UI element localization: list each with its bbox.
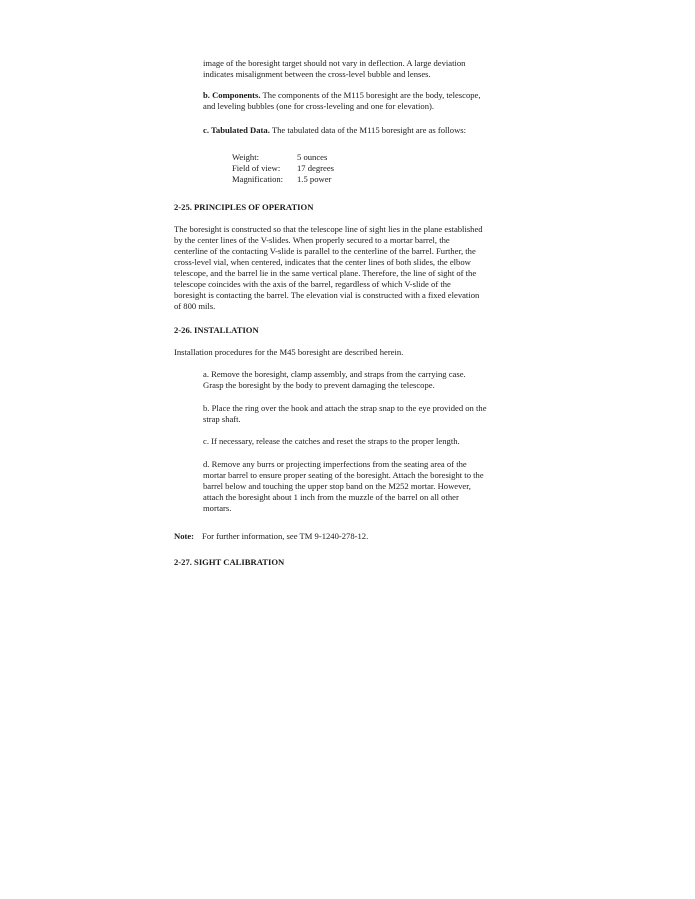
installation-intro: Installation procedures for the M45 boresight are described herein. bbox=[174, 347, 404, 357]
spec-label: Field of view: bbox=[232, 163, 281, 173]
installation-step-d: d. Remove any burrs or projecting imperfections from the seating area of the mortar barrel to ensure proper seating of the boresight. Attach the boresight to the barrel below and touching the upper stop band on the M252 mortar. However, attach the boresight about 1 inch from the muzzle of the barrel on all other mortars. bbox=[203, 459, 484, 513]
spec-value: 17 degrees bbox=[297, 163, 334, 173]
tabulated-data-lead: c. Tabulated Data. bbox=[203, 125, 270, 135]
installation-step-b: b. Place the ring over the hook and attach the strap snap to the eye provided on the strap shaft. bbox=[203, 403, 487, 424]
note-label: Note: bbox=[174, 531, 195, 541]
components-lead: b. Components. bbox=[203, 90, 261, 100]
note-paragraph bbox=[174, 531, 368, 542]
spec-label: Weight: bbox=[232, 152, 259, 162]
intro-paragraph: image of the boresight target should not vary in deflection. A large deviation indicates misalignment between the cross-level bubble and lenses. bbox=[203, 58, 466, 79]
components-paragraph bbox=[203, 90, 481, 112]
spec-value: 5 ounces bbox=[297, 152, 328, 162]
installation-step-a: a. Remove the boresight, clamp assembly, and straps from the carrying case. Grasp the boresight by the body to prevent damaging the telescope. bbox=[203, 369, 466, 390]
heading-2-25: 2-25. PRINCIPLES OF OPERATION bbox=[174, 202, 314, 212]
heading-2-27: 2-27. SIGHT CALIBRATION bbox=[174, 557, 285, 567]
components-text: The components of the M115 boresight are the body, telescope, and leveling bubbles (one for cross-leveling and one for elevation). bbox=[203, 90, 481, 111]
principles-paragraph: The boresight is constructed so that the telescope line of sight lies in the plane established by the center lines of the V-slides. When properly secured to a mortar barrel, the centerline of the contacting V-slide is parallel to the centerline of the barrel. Further, the cross-level vial, when centered, indicates that the center lines of both slides, the elbow telescope, and the barrel lie in the same vertical plane. Therefore, the line of sight of the telescope coincides with the axis of the barrel, regardless of which V-slide of the boresight is contacting the barrel. The elevation vial is constructed with a fixed elevation of 800 mils. bbox=[174, 224, 483, 311]
spec-table bbox=[232, 152, 334, 185]
heading-2-26: 2-26. INSTALLATION bbox=[174, 325, 259, 335]
tabulated-data-paragraph bbox=[203, 125, 466, 136]
spec-row-field-of-view bbox=[232, 163, 334, 174]
spec-label: Magnification: bbox=[232, 174, 284, 184]
spec-row-magnification bbox=[232, 174, 334, 185]
spec-row-weight bbox=[232, 152, 334, 163]
note-text: For further information, see TM 9-1240-278-12. bbox=[202, 531, 369, 541]
installation-step-c: c. If necessary, release the catches and reset the straps to the proper length. bbox=[203, 436, 460, 446]
tabulated-data-text: The tabulated data of the M115 boresight are as follows: bbox=[269, 125, 467, 135]
spec-value: 1.5 power bbox=[297, 174, 332, 184]
